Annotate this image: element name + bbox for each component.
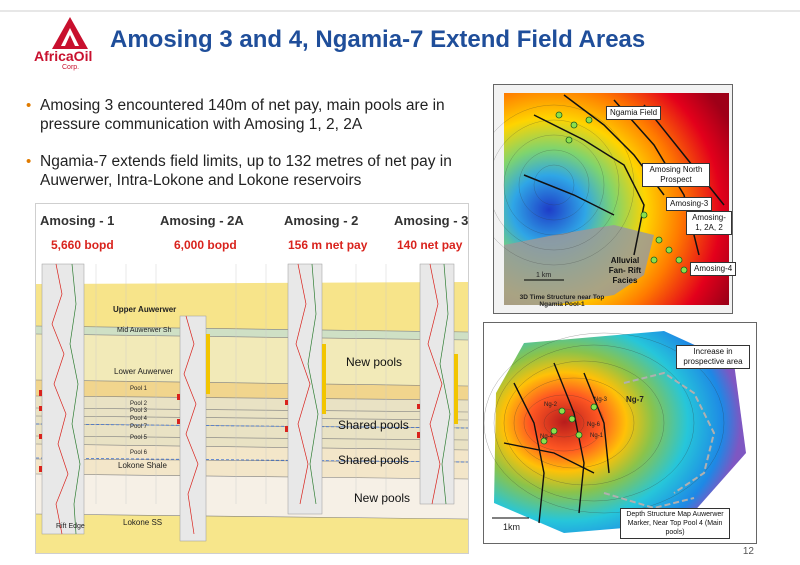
well-label-ng-2: Ng-2 bbox=[544, 402, 558, 408]
well-name-amosing-1: Amosing - 1 bbox=[40, 213, 115, 228]
bullet-text: Ngamia-7 extends field limits, up to 132 metres of net pay in Auwerwer, Intra-Lokone and Lokone reservoirs bbox=[40, 153, 452, 189]
callout-amosing-4: Amosing-4 bbox=[690, 262, 736, 276]
annotation-new-pools: New pools bbox=[346, 355, 403, 369]
bullet-item bbox=[26, 152, 460, 190]
bullet-text: Amosing 3 encountered 140m of net pay, main pools are in pressure communication with Amosing 1, 2, 2A bbox=[40, 97, 445, 133]
zone-label: Lower Auwerwer bbox=[114, 367, 174, 376]
well-label-ng-7: Ng-7 bbox=[626, 395, 644, 404]
africa-oil-logo bbox=[50, 16, 90, 50]
well-label-ng-1: Ng-1 bbox=[590, 433, 604, 439]
header-rule bbox=[0, 10, 800, 12]
well-name-amosing-2: Amosing - 2 bbox=[284, 213, 359, 228]
well-label-ng-3: Ng-3 bbox=[594, 397, 608, 403]
well-name-amosing-2a: Amosing - 2A bbox=[160, 213, 244, 228]
zone-label: Pool 5 bbox=[130, 435, 148, 441]
map-bottom-caption: Depth Structure Map Auwerwer Marker, Near Top Pool 4 (Main pools) bbox=[620, 508, 730, 539]
bullet-icon: • bbox=[26, 97, 32, 114]
zone-label: Pool 7 bbox=[130, 424, 148, 430]
map-top-scale: 1 km bbox=[536, 272, 552, 279]
page-title: Amosing 3 and 4, Ngamia-7 Extend Field Areas bbox=[110, 26, 646, 53]
annotation-new-pools: New pools bbox=[354, 491, 411, 505]
well-value-amosing-2: 156 m net pay bbox=[288, 238, 368, 252]
logo-corp: Corp. bbox=[62, 64, 80, 71]
zone-label: Pool 3 bbox=[130, 408, 148, 414]
zone-label: Pool 6 bbox=[130, 450, 148, 456]
zone-label: Pool 2 bbox=[130, 401, 148, 407]
bullet-icon: • bbox=[26, 153, 32, 170]
well-value-amosing-3: 140 net pay bbox=[397, 238, 463, 252]
well-label-ng-4: Ng-4 bbox=[540, 434, 554, 440]
annotation-shared-pools: Shared pools bbox=[338, 418, 409, 432]
zone-label: Pool 1 bbox=[130, 386, 148, 392]
well-name-amosing-3: Amosing - 3 bbox=[394, 213, 469, 228]
bullet-item bbox=[26, 96, 460, 134]
zone-label: Pool 4 bbox=[130, 416, 148, 422]
zone-label: Lokone Shale bbox=[118, 461, 167, 470]
callout-ngamia-field: Ngamia Field bbox=[606, 106, 661, 120]
zone-label: Lokone SS bbox=[123, 518, 163, 527]
well-value-amosing-2a: 6,000 bopd bbox=[174, 238, 237, 252]
zone-label: Mid Auwerwer Sh bbox=[117, 327, 172, 334]
map-bottom-scale: 1km bbox=[503, 522, 521, 532]
callout-amosing-north: Amosing North Prospect bbox=[642, 163, 710, 187]
well-label-ng-6: Ng-6 bbox=[587, 422, 601, 428]
callout-amosing-3: Amosing-3 bbox=[666, 197, 712, 211]
map-top-caption: 3D Time Structure near Top Ngamia Pool-1 bbox=[519, 294, 605, 308]
callout-amosing-1-2a-2: Amosing-1, 2A, 2 bbox=[686, 211, 732, 235]
zone-label: Rift Edge bbox=[56, 523, 85, 530]
well-value-amosing-1: 5,660 bopd bbox=[51, 238, 114, 252]
page-number: 12 bbox=[742, 546, 754, 557]
logo-mark-icon bbox=[50, 16, 90, 50]
callout-increase-area: Increase in prospective area bbox=[676, 345, 750, 369]
logo-text: AfricaOil bbox=[34, 48, 93, 64]
annotation-shared-pools: Shared pools bbox=[338, 453, 409, 467]
zone-label: Upper Auwerwer bbox=[113, 305, 177, 314]
callout-alluvial-fan: Alluvial Fan- Rift Facies bbox=[608, 256, 642, 285]
